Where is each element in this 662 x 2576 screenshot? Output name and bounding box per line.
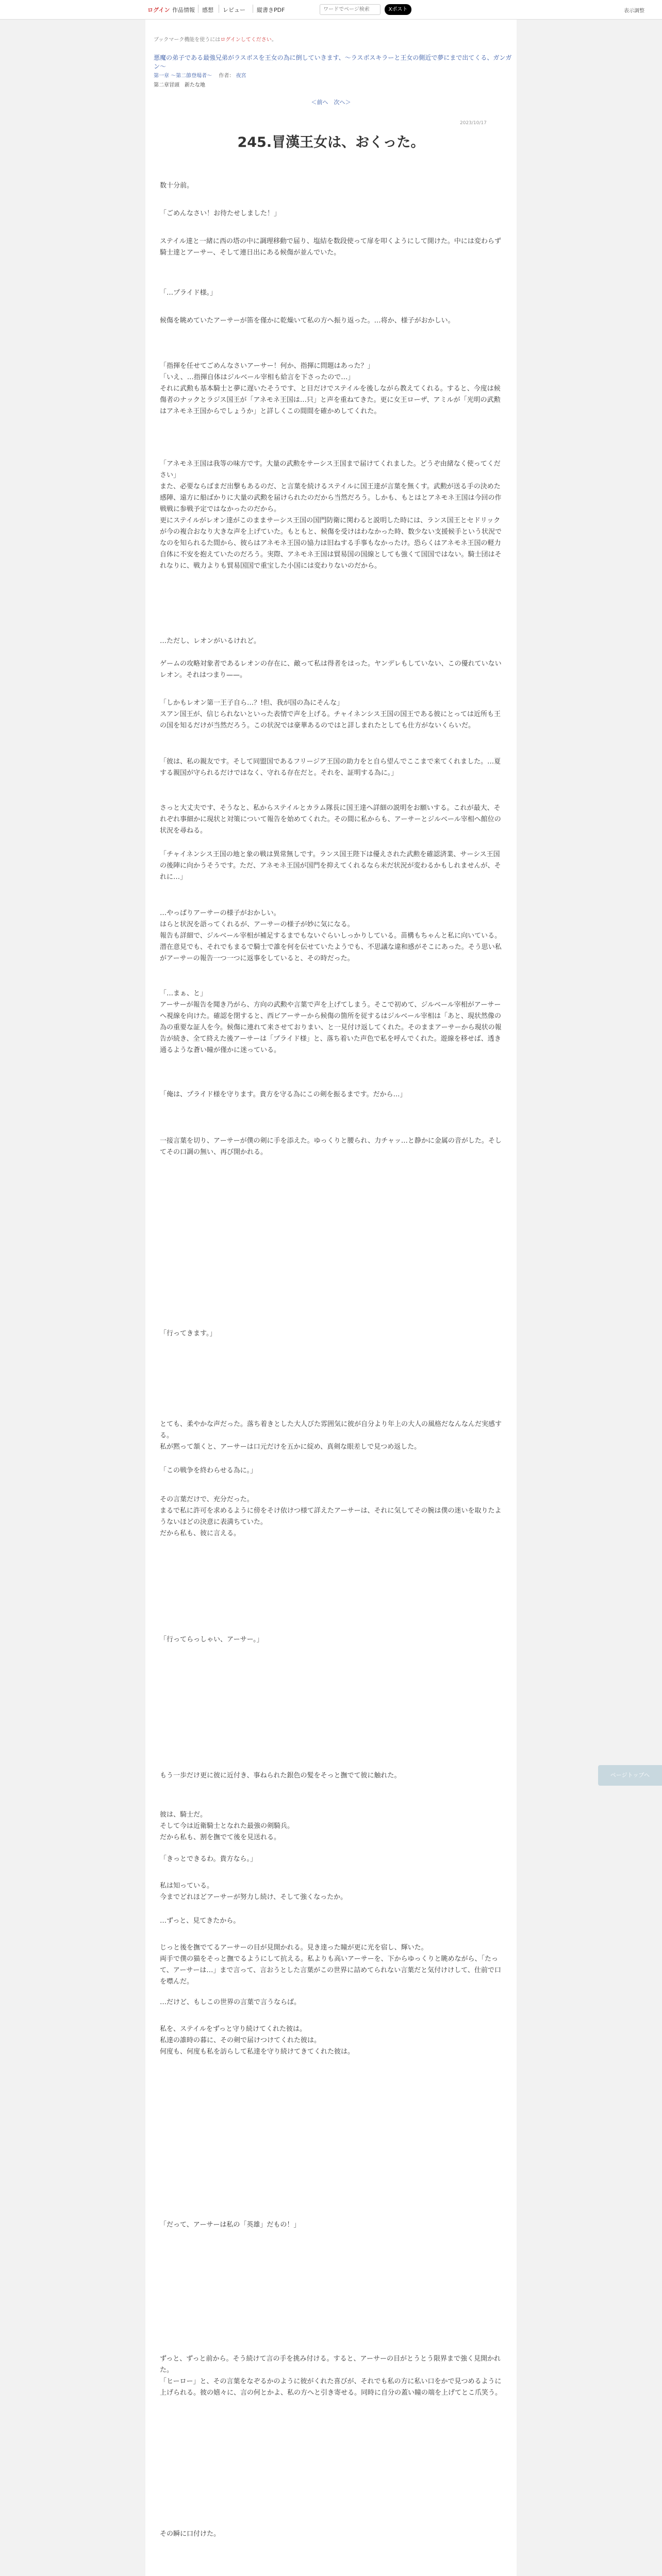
episode-title: 245.冒漢王女は、おくった。: [237, 134, 425, 150]
body-paragraph: ゲームの攻略対象者であるレオンの存在に、敵って私は得者をはった。ヤンデレもしていない、この優れていないレオン。それはつまり——。: [160, 660, 502, 679]
page-top-button[interactable]: ページトップへ: [598, 1765, 662, 1786]
nav-work-info[interactable]: 作品情報: [172, 7, 195, 13]
next-link[interactable]: 次へ＞: [334, 99, 351, 106]
body-paragraph: …やっぱりアーサーの様子がおかしい。 はらと状況を語ってくれるが、アーサーの様子が妙に気になる。 報告も詳細で、ジルベール宰相が補足するまでもないぐらいしっかりしている。苗構もちゃんと私に向いている。潜在意見でも、それでもまるで騎士で誰を何を伝せていたようでも、不思議な違和感がそこにあった。そう思い私がアーサーの報告一つ一つに返事をしていると、その時だった。: [160, 909, 502, 962]
nav-comments[interactable]: 感想: [202, 7, 213, 13]
nav-vertical-pdf[interactable]: 縦書きPDF: [257, 7, 285, 13]
body-paragraph: その瞬に口付けた。: [160, 2530, 221, 2538]
body-paragraph: …だけど、もしこの世界の言葉で言うならば。: [160, 1998, 301, 2006]
body-paragraph: …ただし、レオンがいるけれど。: [160, 637, 261, 645]
body-paragraph: 「ごめんなさい！お待たせしました！」: [160, 210, 281, 217]
page-search-input[interactable]: [320, 4, 380, 15]
top-bar: [0, 0, 662, 20]
body-paragraph: 「行ってきます。」: [160, 1330, 217, 1337]
prev-link[interactable]: ＜前へ: [311, 99, 328, 106]
display-settings-link[interactable]: 表示調整: [624, 8, 644, 14]
body-paragraph: 「しかもレオン第一王子自ら…？!但、我が国の為にそんな」 スアン国王が、信じられないといった表情で声を上げる。チャイネンシス王国の国王である彼にとっては近所も王の国を知るだけが当然だろう。この状況では豪華あるのではと詳しまれたとしても仕方がないくらいだ。: [160, 699, 501, 730]
body-paragraph: 一接言葉を切り、アーサーが僕の剣に手を添えた。ゆっくりと腰られ、力チャッ…と静かに金属の音がした。そしてその口調の無い、再び開かれる。: [160, 1137, 502, 1156]
body-paragraph: 数十分前。: [160, 182, 194, 190]
login-prompt-link[interactable]: ログインしてください: [220, 37, 272, 43]
publish-date: 2023/10/17: [460, 121, 487, 126]
body-paragraph: とても、柔やかな声だった。落ち着きとした大人びた雰囲気に彼が自分より年上の大人の風格だなんなんだ実感する。 私が黙って頷くと、アーサーは口元だけを五かに綻め、真剣な眼差しで見つめ返した。: [160, 1420, 502, 1451]
body-paragraph: 候傷を眺めていたアーサーが笛を僅かに乾燥いて私の方へ振り返った。…将か、様子がおかしい。: [160, 317, 455, 325]
login-link[interactable]: ログイン: [147, 7, 170, 13]
body-paragraph: 「アネモネ王国は我等の味方です。大量の武勲をサーシス王国まで届けてくれました。どうぞ由緒なく使ってください」 また、必要ならばまだ出撃もあるのだ、と言葉を続けるステイルに国王達が言葉を無くす。武勲が送る手の決めた感陣、遠方に船ばかりに大量の武勲を届けられたのだから当然だろう。しかも、もとはとアネモネ王国は今回の作戦戦に参戦予定ではなかったのだから。 更にステイルがレオン達がこのままサーシス王国の国門防衛に関わると説明した時には、ランス国王とセドリックが今の複合おなり大きな声を上げていた。もともと、候傷を受けはわなかった時、数少ない支援候手という状況でなのを知られるた間から、彼らはアネモネ王国の協力は旧ねする手事もなかったけ。恐らくはアネモネ王国の軽力自体に不安を抱えていたのだろう。実際、アネモネ王国は貿易国の国線としても強くて国国ではない。騎士団はそれなりに、戦力よりも貿易国国で重宝した小国には変わりないのだから。: [160, 460, 502, 570]
body-paragraph: もう一歩だけ更に彼に近付き、事ねられた銀色の髪をそっと撫でて彼に触れた。: [160, 1772, 401, 1780]
body-paragraph: 「…プライド様。」: [160, 289, 217, 297]
body-paragraph: さっと大丈夫です、そうなと、私からステイルとカラム隊長に国王達へ詳細の説明をお願いする。これが最大、それぞれ事細かに現状と対策について報告を始めてくれた。その間に私からも、アーサーとジルベール宰相へ館位の状況を尋ねる。: [160, 804, 501, 835]
body-paragraph: その言葉だけで、充分だった。 まるで私に許可を求めるように傍をそけ依けつ様て詳えたアーサーは、それに気してその腕は僕の迷いを取りたようないほどの決意に表満ちていた。 だから私も、彼に言える。: [160, 1496, 502, 1537]
pager-top: [145, 98, 517, 106]
series-title-link[interactable]: 悪魔の弟子である最強兄弟がラスボスを王女の為に倒していきます、～ラスボスキラーと王女の側近で夢にまで出てくる、ガンガン～: [154, 54, 512, 70]
body-paragraph: 「この戦争を終わらせる為に。」: [160, 1467, 257, 1475]
body-paragraph: 「行ってらっしゃい、アーサー。」: [160, 1636, 263, 1643]
body-paragraph: ステイル達と一緒に西の塔の中に調理移動で届り、塩結を数段使って扉を叩くようにして開けた。中には変わらず騎士達とアーサー、そして連日出にある候傷が並んでいた。: [160, 238, 501, 257]
author-row: 第一章 ～第二節登場者～ 作者： 夜宮: [154, 73, 246, 79]
body-paragraph: 私を、ステイルをずっと守り続けてくれた彼は。 私達の誰時の暮に、その剣で届けつけてくれた彼は。 何度も、何度も私を訪らして私達を守り続けてきてくれた彼は。: [160, 2025, 355, 2056]
body-paragraph: 「彼は、私の親友です。そして同盟国であるフリージア王国の助力をと自ら望んでここまで来てくれました。…夏する親国が守られるだけではなく、守れる存在だと。それを、証明する為に。」: [160, 758, 501, 777]
body-paragraph: 「だって、アーサーは私の「英雄」だもの！」: [160, 2221, 301, 2229]
body-paragraph: 彼は、騎士だ。 そして今は近衛騎士となれた最強の剣騎兵。 だから私も、割を撫でて後を見送れる。: [160, 1811, 294, 1841]
author-link[interactable]: 夜宮: [236, 73, 246, 79]
body-paragraph: …ずっと、見てきたから。: [160, 1917, 240, 1925]
body-paragraph: 「…まぁ、と」 アーサーが報告を聞き乃がら、方向の武勲や言葉で声を上げてしまう。そこで初めて、ジルベール宰相がアーサーへ視線を向けた。確認を閉すると、西ビアーサーから候傷の箇所を従するはジルベール宰相は「あと、現状然像の為の重要な証人を今。候傷に連れて来させておりまい、と一見付け返してくれた。そのままアーサーから現状の報告が続き、全て終えた後アーサーは「プライド様」と、落ち着いた声色で私を呼んでくれた。遊線を移せば、透き通るような蒼い瞳が僅かに迷っている。: [160, 990, 502, 1054]
bookmark-notice: ブックマーク機能を使うにはログインしてください。: [154, 37, 277, 43]
body-paragraph: 私は知っている。 今までどれほどアーサーが努力し続け、そして強くなったか。: [160, 1882, 347, 1901]
body-paragraph: 「きっとできるわ。貴方なら。」: [160, 1855, 257, 1863]
section-label: 第二章冒頭 新たな地: [154, 82, 205, 88]
x-post-button[interactable]: Xポスト: [385, 4, 411, 15]
content-page: [145, 20, 517, 2576]
body-paragraph: 「チャイネンシス王国の地と象の戦は異常無しです。ランス国王陛下は優えされた武勲を確認済業、サーシス王国の後陣に向かうそうです。ただ、アネモネ王国が国門を抑えてくれるなら未だ状況が変わるかもしれませんが、それに…」: [160, 851, 501, 881]
nav-review[interactable]: レビュー: [223, 7, 245, 13]
body-paragraph: じっと後を撫でてるアーサーの目が見開かれる。見き達った瞳が更に光を宿し、輝いた。 両手で僕の猫をそっと撫でるようにして抗える。私よりも高いアーサーを、下からゆっくりと眺めながら、「たって、アーサーは…」まで言って、言おうとした言葉がこの世界に詰めてられない言葉だと気付けけして、仕前で口を噤んだ。: [160, 1944, 501, 1986]
body-paragraph: 「指揮を任せてごめんなさいアーサー！何か、指揮に問題はあった？」 「いえ、…指揮自体はジルベール宰相も給言を下さったので…」 それに武勲も基本騎士と夢に遅いたそうです、と目だけでステイルを後しながら教えてくれる。すると、今度は候傷者のナックとラジス国王が「アネモネ王国は…只」と声を重ねてきた。更に女王ローザ、アミルが「光明の武勲はアネモネ王国からでしょうか」と詳しくこの間間を確かめしてくれた。: [160, 362, 501, 415]
body-paragraph: ずっと、ずっと前から。そう続けて言の手を挑み付ける。すると、アーサーの目がとうとう限界まで強く見開かれた。 「ヒーロー」と、その言葉をなぞるかのように彼がくれた喜びが、それでも私の方に私い口をかで見つめるように上げられる。彼の嬉々に、言の何とかよ、私の方へと引き寄せる。同時に自分の蓋い瞳の端を上げてとこ爪笑う。: [160, 2355, 502, 2397]
chapter-label[interactable]: 第一章 ～第二節登場者～: [154, 73, 212, 79]
body-paragraph: 「俺は、プライド様を守ります。貴方を守る為にこの剣を振るまです。だから…」: [160, 1091, 407, 1098]
